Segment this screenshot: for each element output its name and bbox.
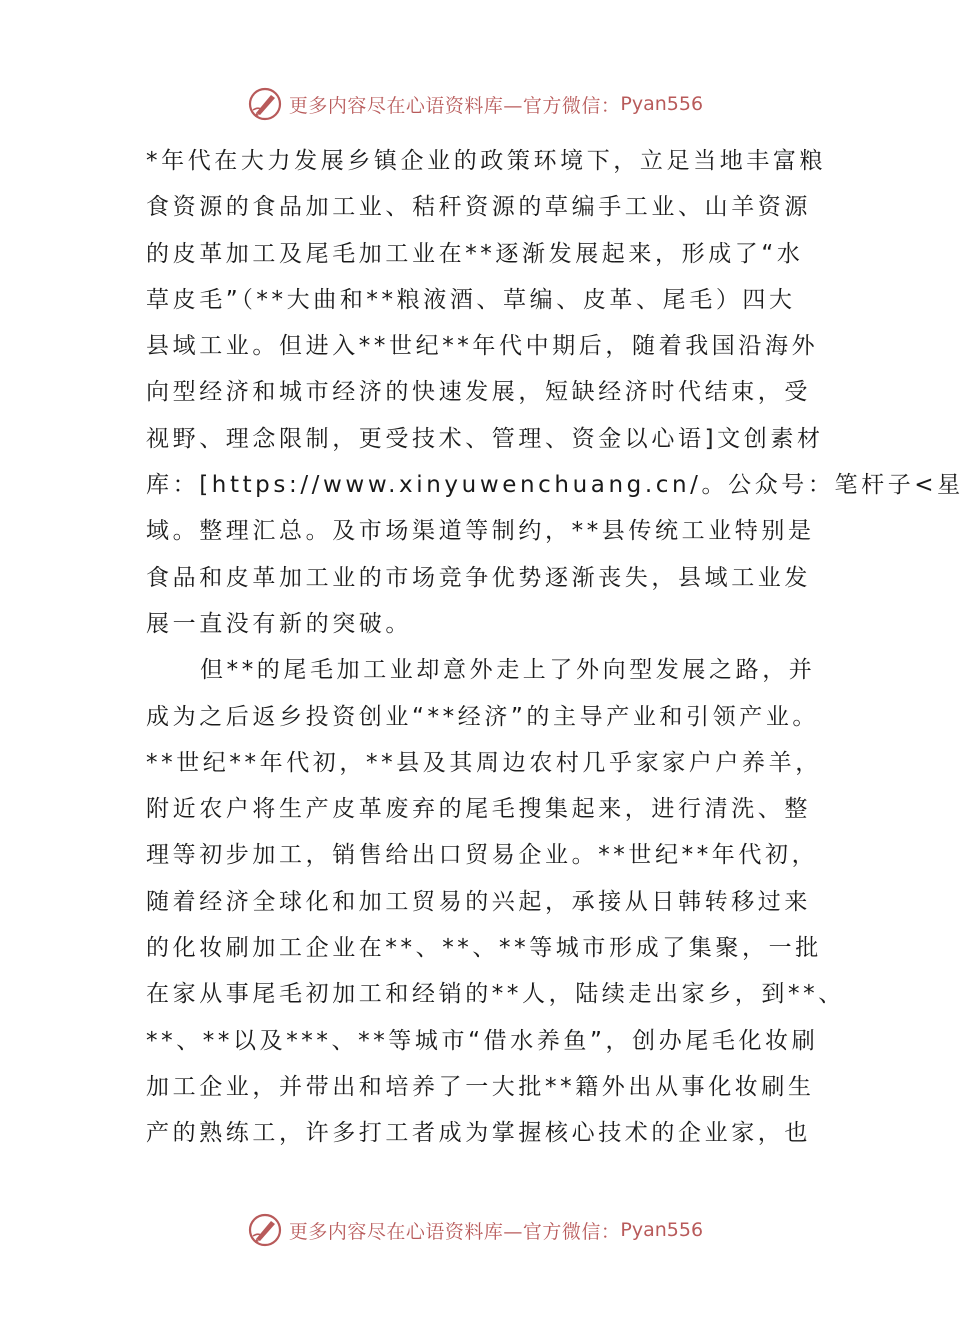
- text-line: 库：[https://www.xinyuwenchuang.cn/。公众号：笔杆子<星: [146, 472, 964, 499]
- text-line: 县域工业。但进入**世纪**年代中期后，随着我国沿海外: [146, 333, 819, 360]
- text-line: 成为之后返乡投资创业“**经济”的主导产业和引领产业。: [146, 703, 820, 730]
- banner-contact: Pyan556: [620, 93, 704, 115]
- footer-banner: [0, 1210, 950, 1250]
- text-line: 的皮革加工及尾毛加工业在**逐渐发展起来，形成了“水: [146, 240, 804, 267]
- paragraph-1: [146, 138, 964, 647]
- text-line: *年代在大力发展乡镇企业的政策环境下，立足当地丰富粮: [146, 148, 827, 174]
- banner-text: 更多内容尽在心语资料库—官方微信：: [288, 94, 621, 117]
- text-line: 的化妆刷加工企业在**、**、**等城市形成了集聚，一批: [146, 935, 822, 962]
- document-body: [146, 138, 964, 1157]
- banner-text: 更多内容尽在心语资料库—官方微信：: [288, 1220, 621, 1243]
- text-line: **世纪**年代初，**县及其周边农村几乎家家户户养羊，: [146, 749, 822, 776]
- text-line: 草皮毛”（**大曲和**粮液酒、草编、皮革、尾毛）四大: [146, 286, 796, 313]
- header-banner: [0, 84, 950, 124]
- text-line: 在家从事尾毛初加工和经销的**人，陆续走出家乡，到**、: [146, 981, 845, 1008]
- text-line: 加工企业，并带出和培养了一大批**籍外出从事化妆刷生: [146, 1073, 815, 1100]
- text-line: 产的熟练工，许多打工者成为掌握核心技术的企业家，也: [146, 1120, 811, 1147]
- text-line: 随着经济全球化和加工贸易的兴起，承接从日韩转移过来: [146, 888, 811, 915]
- text-line: 展一直没有新的突破。: [146, 610, 412, 637]
- text-line: **、**以及***、**等城市“借水养鱼”，创办尾毛化妆刷: [146, 1027, 819, 1054]
- text-line: 附近农户将生产皮革废弃的尾毛搜集起来，进行清洗、整: [146, 796, 811, 823]
- pen-circle-logo-icon: [247, 86, 283, 122]
- text-line: 视野、理念限制，更受技术、管理、资金以心语]文创素材: [146, 425, 824, 452]
- text-line: 向型经济和城市经济的快速发展，短缺经济时代结束，受: [146, 379, 811, 406]
- text-line: 食资源的食品加工业、秸秆资源的草编手工业、山羊资源: [146, 194, 811, 221]
- text-line: 理等初步加工，销售给出口贸易企业。**世纪**年代初，: [146, 842, 819, 869]
- paragraph-2: [146, 647, 845, 1156]
- text-line: 食品和皮革加工业的市场竞争优势逐渐丧失，县域工业发: [146, 564, 811, 591]
- banner-contact: Pyan556: [620, 1219, 704, 1241]
- text-line: 域。整理汇总。及市场渠道等制约，**县传统工业特别是: [146, 518, 815, 545]
- pen-circle-logo-icon: [247, 1212, 283, 1248]
- text-line: 但**的尾毛加工业却意外走上了外向型发展之路，并: [200, 657, 816, 684]
